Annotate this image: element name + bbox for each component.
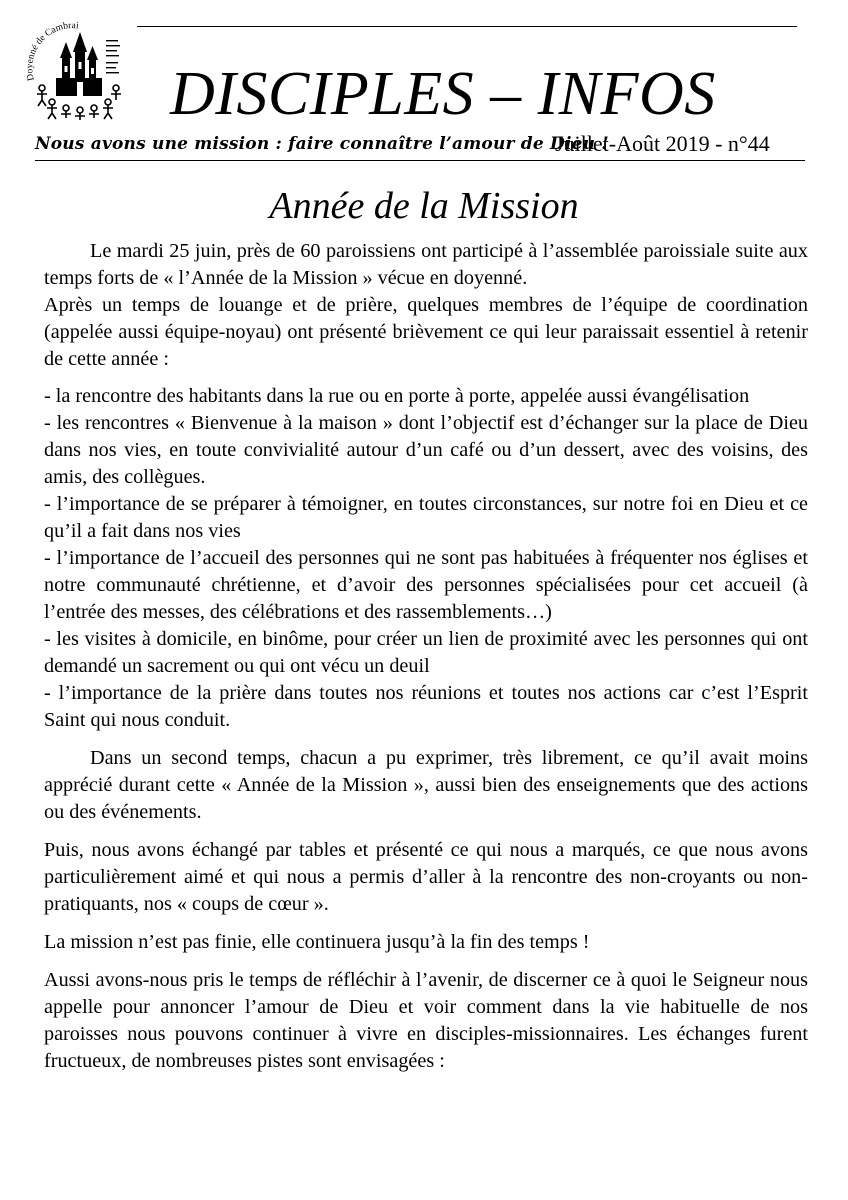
- list-item: - l’importance de la prière dans toutes nos réunions et toutes nos actions car c’est l’Esprit Saint qui nous conduit.: [44, 682, 808, 731]
- doyenne-logo: [20, 18, 138, 126]
- tables-paragraph: Puis, nous avons échangé par tables et présenté ce qui nous a marqués, ce que nous avons particulièrement aimé et qui nous a permis d’aller à la rencontre des non-croyants ou non-pratiquants, nos « coups de cœur ».: [44, 839, 808, 915]
- list-item: - les rencontres « Bienvenue à la maison » dont l’objectif est d’échanger sur la place de Dieu dans nos vies, en toute convivialité autour d’un café ou d’un dessert, avec des voisins, des amis, des collègues.: [44, 412, 808, 488]
- logo-text: Doyenné de Cambrai: [25, 21, 80, 82]
- mission-points-list: [44, 383, 808, 734]
- top-rule: [137, 26, 797, 27]
- tagline: Nous avons une mission : faire connaître l’amour de Dieu !: [35, 134, 609, 154]
- future-paragraph: Aussi avons-nous pris le temps de réfléchir à l’avenir, de discerner ce à quoi le Seigneur nous appelle pour annoncer l’amour de Dieu et voir comment dans la vie habituelle de nos paroisses nous pouvons continuer à vivre en disciples-missionnaires. Les échanges furent fructueux, de nombreuses pistes sont envisagées :: [44, 969, 808, 1072]
- header-rule: [35, 160, 805, 161]
- article-title-text: Année de la Mission: [269, 185, 579, 227]
- list-item: - la rencontre des habitants dans la rue ou en porte à porte, appelée aussi évangélisation: [44, 385, 750, 407]
- intro-paragraph-2: Après un temps de louange et de prière, quelques membres de l’équipe de coordination (appelée aussi équipe-noyau) ont présenté brièvement ce qui leur paraissait essentiel à retenir de cette année :: [44, 294, 808, 370]
- issue-date-number: Juillet-Août 2019 - n°44: [555, 131, 770, 156]
- second-time-paragraph: Dans un second temps, chacun a pu exprimer, très librement, ce qu’il avait moins apprécié durant cette « Année de la Mission », aussi bien des enseignements que des actions ou des événements.: [44, 747, 808, 823]
- list-item: - les visites à domicile, en binôme, pour créer un lien de proximité avec les personnes qui ont demandé un sacrement ou qui ont vécu un deuil: [44, 628, 808, 677]
- list-item: - l’importance de l’accueil des personnes qui ne sont pas habituées à fréquenter nos églises et notre communauté chrétienne, et d’avoir des personnes spécialisées pour cet accueil (à l’entrée des messes, des célébrations et des rassemblements…): [44, 547, 808, 623]
- intro-paragraph: Le mardi 25 juin, près de 60 paroissiens ont participé à l’assemblée paroissiale suite aux temps forts de « l’Année de la Mission » vécue en doyenné.: [44, 240, 808, 289]
- article-title: [0, 182, 848, 230]
- article-body: [44, 238, 808, 1075]
- newsletter-title: DISCIPLES – INFOS: [170, 60, 716, 128]
- list-item: - l’importance de se préparer à témoigner, en toutes circonstances, sur notre foi en Dieu et ce qu’il a fait dans nos vies: [44, 493, 808, 542]
- svg-text:Doyenné de Cambrai: [25, 21, 79, 82]
- mission-continues-paragraph: La mission n’est pas finie, elle continuera jusqu’à la fin des temps !: [44, 931, 590, 953]
